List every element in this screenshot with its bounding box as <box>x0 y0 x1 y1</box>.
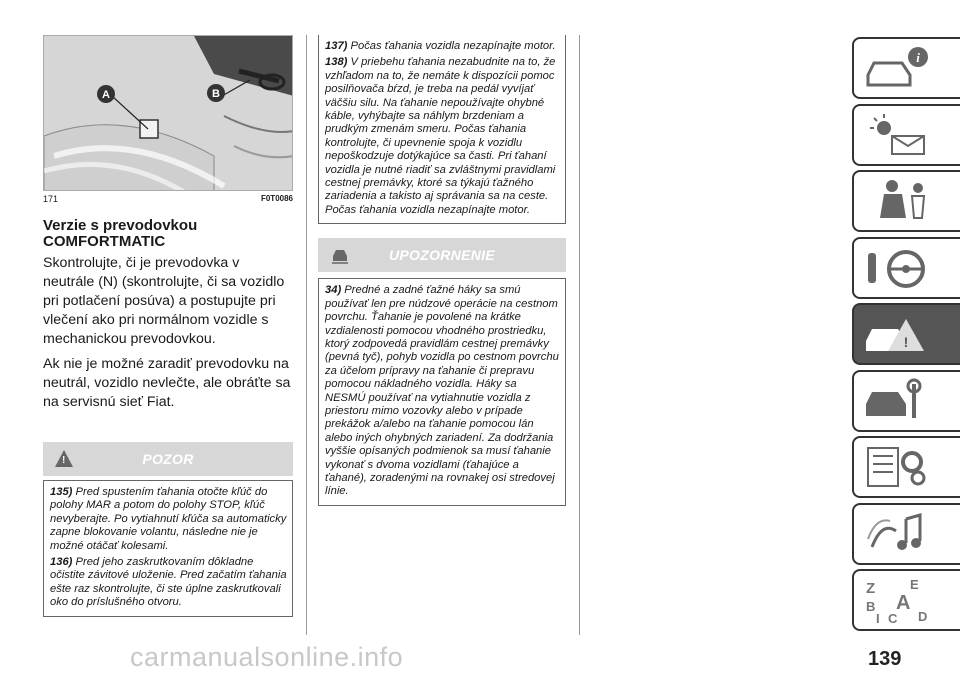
svg-text:I: I <box>876 611 880 623</box>
middle-column <box>318 35 566 506</box>
upozornenie-warning <box>318 238 566 506</box>
tab-multimedia[interactable] <box>852 503 960 565</box>
svg-text:i: i <box>916 50 920 65</box>
paragraph-1: Skontrolujte, či je prevodovka v neutrále (N) (skontrolujte, či sa vozidlo pri potlačení posúva) a postupujte pri vlečení ako pri normálnom vozidle s mechanickou prevodovkou. <box>43 255 285 347</box>
figure-caption <box>43 194 293 204</box>
watermark: carmanualsonline.info <box>130 642 404 672</box>
continued-item <box>325 56 560 217</box>
continued-warning-box <box>318 35 566 224</box>
car-info-icon <box>862 45 932 91</box>
pozor-item-number: 135) <box>50 486 73 498</box>
pozor-item-text: Pred spustením ťahania otočte kľúč do polohy MAR a potom do polohy STOP, kľúč nevyberajte. Po vytiahnutí kľúča sa automaticky zapne blokovanie volantu, následne nie je možné otáčať kolesami. <box>50 486 287 552</box>
upozornenie-header <box>318 238 566 272</box>
continued-item <box>325 40 560 53</box>
continued-item-text: Počas ťahania vozidla nezapínajte motor. <box>350 40 556 52</box>
chapter-sidebar <box>852 37 960 636</box>
technical-data-icon <box>862 444 932 490</box>
upozornenie-title: UPOZORNENIE <box>389 247 495 264</box>
svg-text:C: C <box>888 611 898 623</box>
index-icon <box>862 577 932 623</box>
paragraph-2: Ak nie je možné zaradiť prevodovku na neutrál, vozidlo nevlečte, ale obráťte sa na servisnú sieť Fiat. <box>43 356 291 410</box>
tab-steering-wheel[interactable] <box>852 237 960 299</box>
svg-text:A: A <box>896 592 911 614</box>
svg-text:E: E <box>910 577 919 592</box>
svg-text:!: ! <box>903 334 909 350</box>
steering-wheel-icon <box>862 245 932 291</box>
svg-text:Z: Z <box>866 580 876 597</box>
warning-lights-icon <box>862 112 932 158</box>
pozor-item <box>50 556 287 610</box>
tab-emergency[interactable] <box>852 303 960 365</box>
seat-safety-icon <box>862 178 932 224</box>
continued-item-number: 137) <box>325 40 348 52</box>
pozor-item <box>50 486 287 553</box>
left-column <box>43 35 293 617</box>
upozornenie-item <box>325 284 560 499</box>
bumper-illustration <box>44 36 293 191</box>
tab-car-info[interactable] <box>852 37 960 99</box>
section-heading-line2: COMFORTMATIC <box>43 233 166 250</box>
figure-label-a: A <box>102 89 110 101</box>
tab-technical-data[interactable] <box>852 436 960 498</box>
upozornenie-item-number: 34) <box>325 284 342 297</box>
continued-item-number: 138) <box>325 56 348 69</box>
pozor-warning <box>43 442 293 617</box>
upozornenie-item-text: Predné a zadné ťažné háky sa smú používať len pre núdzové operácie na cestnom povrchu. Ťahanie je povolené na krátke vzdialenosti pomocou vhodného prostriedku, ktorý zodpovedá pravidlám cestnej premávky (pevná tyč), pohyb vozidla po cestnom povrchu za účelom prípravy na ťahanie či prepravu pomocou nákladného vozidla. Háky sa NESMÚ používať na vytiahnutie vozidla z priestoru mimo vozovky alebo v prípade prekážok a/alebo na ťahanie pomocou lán alebo iných ohybných zariadení. Za dodržania vyššie opísaných podmienok sa musí ťahanie vykonať s dvoma vozidlami (ťahajúce a ťahané), zoradenými na rovnakej osi stredovej línie. <box>325 284 559 498</box>
continued-item-text: V priebehu ťahania nezabudnite na to, že vzhľadom na to, že nemáte k dispozícii pomoc posilňovača bŕzd, je treba na pedál vyvíjať väčšiu silu. Na ťahanie nepoužívajte ohybné káble, vyhýbajte sa náhlym brzdeniam a prudkým zmenám smeru. Počas ťahania kontrolujte, či upevnenie spoja k vozidlu nepoškodzuje dotýkajúce sa časti. Pri ťahaní vozidla je nutné riadiť sa zvláštnymi pravidlami cestnej premávky, ktoré sa týkajú ťažného zariadenia a takisto aj správania sa na ceste. Počas ťahania vozidla nezapínajte motor. <box>325 56 556 216</box>
section-heading <box>43 218 293 250</box>
section-heading-line1: Verzie s prevodovkou <box>43 217 198 234</box>
exclamation-icon: ! <box>62 455 66 466</box>
emergency-car-icon <box>862 311 932 357</box>
figure-label-b: B <box>212 88 220 100</box>
column-divider-left <box>306 35 307 635</box>
figure-code: F0T0086 <box>260 194 293 203</box>
page-number: 139 <box>868 648 902 670</box>
upozornenie-box <box>318 278 566 506</box>
svg-text:B: B <box>866 599 876 614</box>
tab-car-service[interactable] <box>852 370 960 432</box>
tab-seat-safety[interactable] <box>852 170 960 232</box>
pozor-header <box>43 442 293 476</box>
multimedia-icon <box>862 511 932 557</box>
pozor-item-text: Pred jeho zaskrutkovaním dôkladne očistite závitové uloženie. Pred začatím ťahania ešte raz skontrolujte, či ste úplne zaskrutkovali oko do príslušného otvoru. <box>50 556 287 609</box>
car-service-icon <box>862 378 932 424</box>
column-divider-right <box>579 35 580 635</box>
tab-warning-lights[interactable] <box>852 104 960 166</box>
pozor-item-number: 136) <box>50 556 73 569</box>
figure-number: 171 <box>43 194 59 204</box>
tab-index[interactable] <box>852 569 960 631</box>
pozor-box <box>43 480 293 617</box>
towing-hook-figure <box>43 35 293 191</box>
svg-text:D: D <box>918 609 928 623</box>
pozor-title: POZOR <box>142 451 194 467</box>
